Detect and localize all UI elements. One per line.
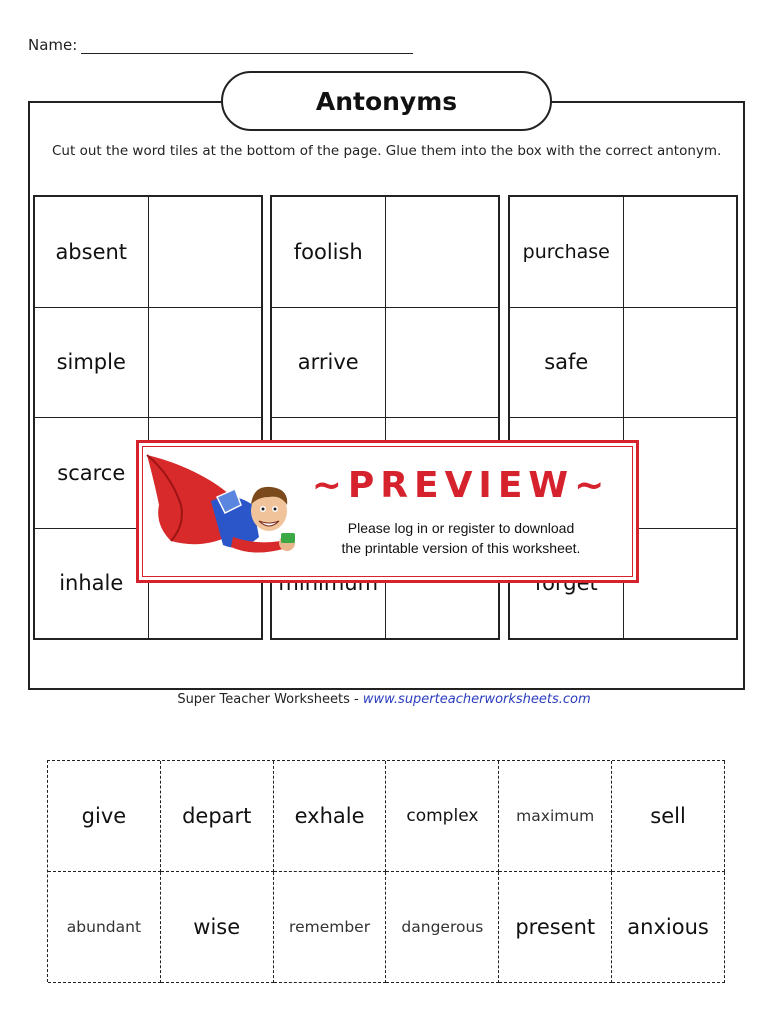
preview-title: ~PREVIEW~ xyxy=(311,465,611,506)
grid-row xyxy=(510,197,737,308)
word-tile: abundant xyxy=(48,872,161,983)
word-tile: dangerous xyxy=(386,872,499,983)
word-tile: wise xyxy=(161,872,274,983)
prompt-word: safe xyxy=(510,308,624,419)
answer-box xyxy=(386,197,500,308)
word-tile: maximum xyxy=(499,761,612,872)
tile-row xyxy=(48,872,725,983)
preview-line-1: Please log in or register to download xyxy=(347,520,575,536)
prompt-word: inhale xyxy=(35,529,149,640)
preview-line-2: the printable version of this worksheet. xyxy=(341,540,581,556)
prompt-word: simple xyxy=(35,308,149,419)
grid-row xyxy=(272,197,499,308)
footer-text: Super Teacher Worksheets - xyxy=(177,692,363,707)
tile-row xyxy=(48,761,725,872)
name-field xyxy=(28,36,413,54)
prompt-word: foolish xyxy=(272,197,386,308)
word-tiles xyxy=(47,760,725,982)
title-text: Antonyms xyxy=(315,86,458,116)
superhero-mascot-icon xyxy=(141,445,301,577)
footer-link[interactable]: www.superteacherworksheets.com xyxy=(362,692,591,707)
word-tile: give xyxy=(48,761,161,872)
prompt-word: scarce xyxy=(35,418,149,529)
prompt-word: arrive xyxy=(272,308,386,419)
preview-message[interactable] xyxy=(301,518,621,558)
grid-row xyxy=(510,308,737,419)
answer-box xyxy=(149,197,263,308)
word-tile: complex xyxy=(386,761,499,872)
word-tile: exhale xyxy=(274,761,387,872)
word-tile: sell xyxy=(612,761,725,872)
grid-row xyxy=(35,308,262,419)
word-tile: present xyxy=(499,872,612,983)
prompt-word: purchase xyxy=(510,197,624,308)
word-tile: anxious xyxy=(612,872,725,983)
grid-row xyxy=(272,308,499,419)
footer xyxy=(0,692,768,707)
worksheet-title xyxy=(221,71,552,131)
preview-overlay[interactable] xyxy=(136,440,639,583)
answer-box xyxy=(386,308,500,419)
grid-row xyxy=(35,197,262,308)
answer-box xyxy=(624,308,738,419)
answer-box xyxy=(624,418,738,529)
name-line xyxy=(81,37,413,54)
answer-box xyxy=(624,529,738,640)
answer-box xyxy=(149,308,263,419)
word-tile: depart xyxy=(161,761,274,872)
instructions: Cut out the word tiles at the bottom of the page. Glue them into the box with the correct antonym. xyxy=(52,143,722,159)
answer-box xyxy=(624,197,738,308)
prompt-word: absent xyxy=(35,197,149,308)
name-label: Name: xyxy=(28,36,78,54)
word-tile: remember xyxy=(274,872,387,983)
